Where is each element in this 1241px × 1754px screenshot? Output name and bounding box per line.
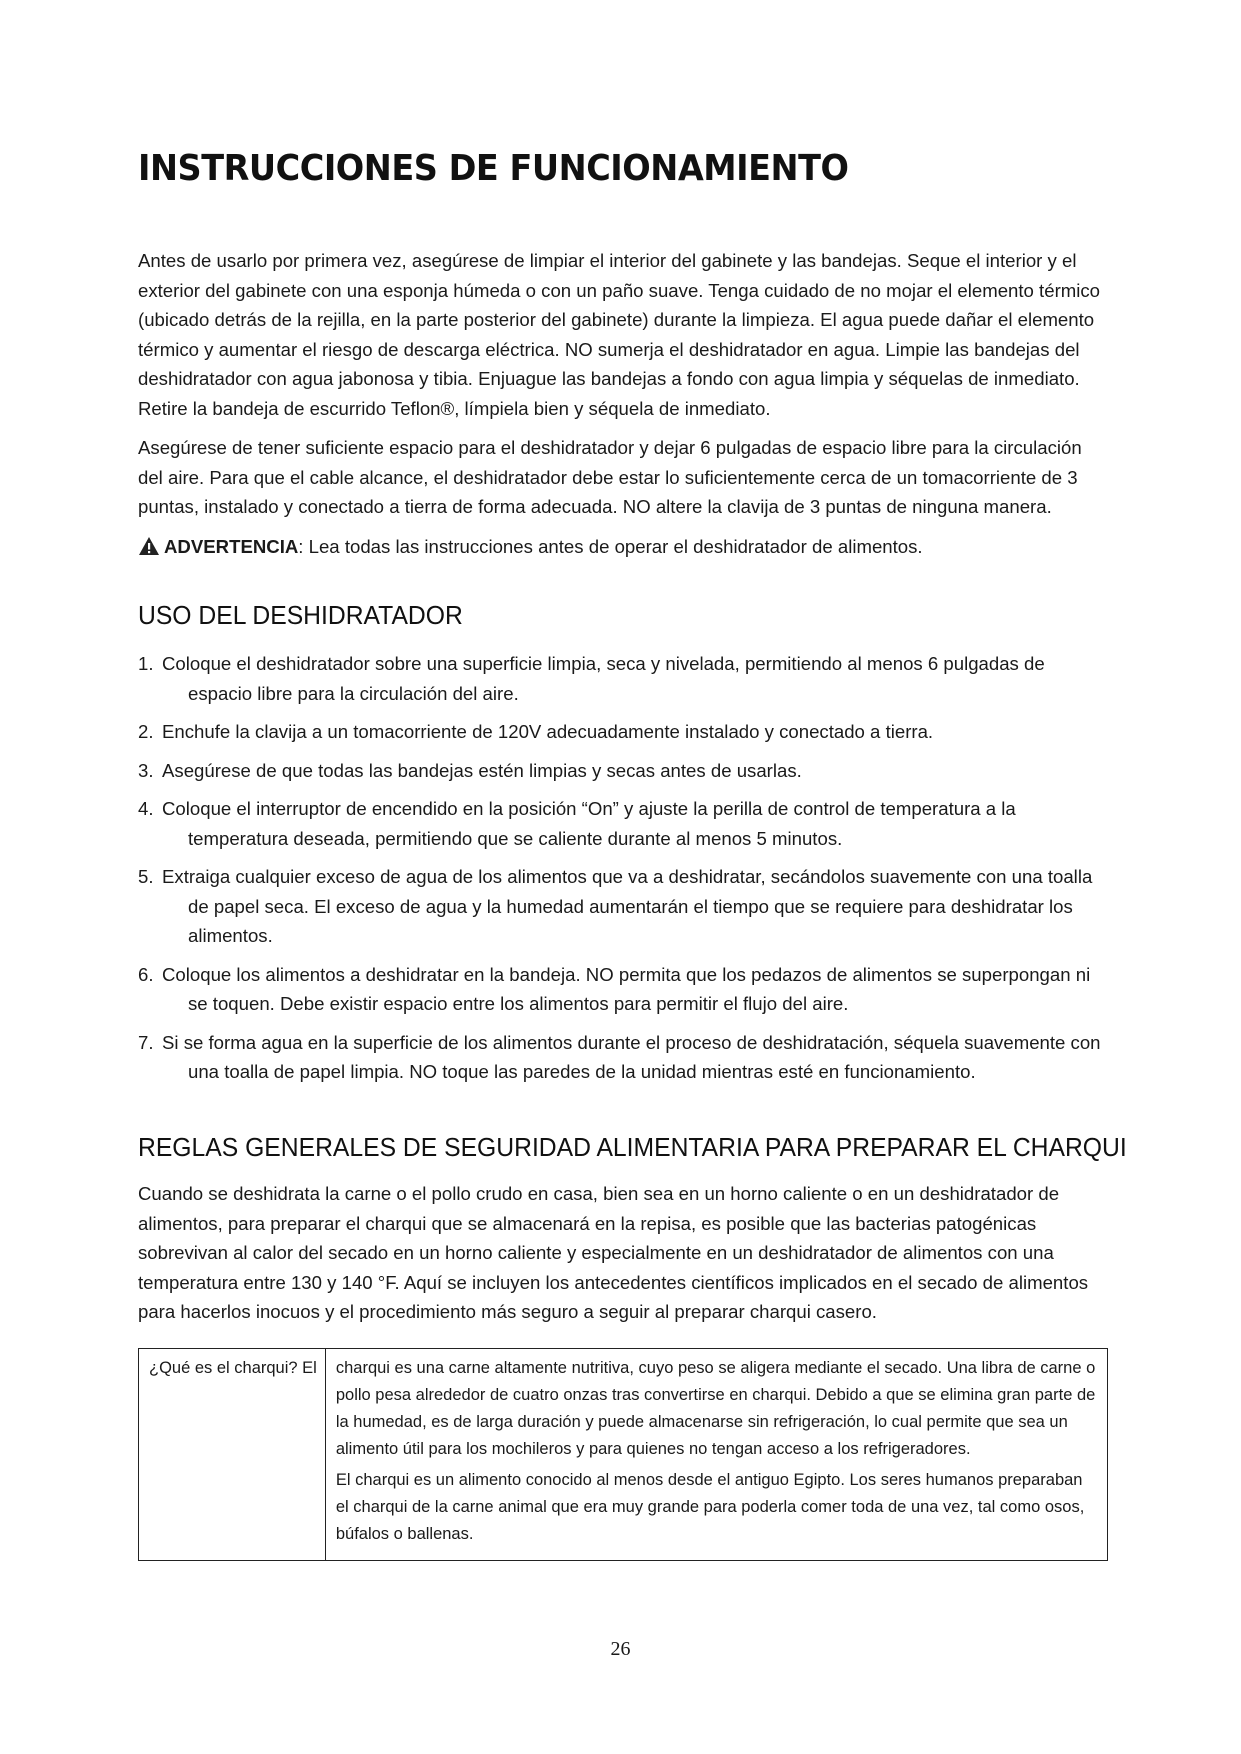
list-item [138, 1028, 1108, 1087]
reglas-paragraph: Cuando se deshidrata la carne o el pollo crudo en casa, bien sea en un horno caliente o en un deshidratador de alimentos, para preparar el charqui que se almacenará en la repisa, es posible que las bacterias patogénicas sobrevivan al calor del secado en un horno caliente y especialmente en un deshidratador de alimentos con una temperatura entre 130 y 140 °F. Aquí se incluyen los antecedentes científicos implicados en el secado de alimentos para hacerlos inocuos y el procedimiento más seguro a seguir al preparar charqui casero. [138, 1183, 1089, 1322]
warning-label: ADVERTENCIA [164, 535, 299, 557]
charqui-table [138, 1348, 1108, 1561]
uso-section [138, 600, 1108, 1096]
table-answer-paragraph-2: El charqui es un alimento conocido al menos desde el antiguo Egipto. Los seres humanos preparaban el charqui de la carne animal que era muy grande para poderla comer toda de una vez, tal como osos, búfalos o ballenas. [335, 1471, 1085, 1543]
list-item [138, 756, 1108, 786]
list-item [138, 862, 1108, 951]
step-number: 2. [138, 721, 154, 742]
step-number: 5. [138, 866, 154, 887]
page-title: INSTRUCCIONES DE FUNCIONAMIENTO [138, 148, 849, 189]
step-number: 6. [138, 963, 154, 985]
uso-heading: USO DEL DESHIDRATADOR [138, 600, 463, 630]
step-number: 3. [138, 759, 154, 781]
step-text: Coloque el interruptor de encendido en la posición “On” y ajuste la perilla de control de temperatura a la temperatura deseada, permitiendo que se caliente durante al menos 5 minutos. [162, 798, 1016, 849]
warning-triangle-icon [138, 536, 160, 556]
table-answer-cell [325, 1349, 1107, 1561]
reglas-section [138, 1132, 1127, 1337]
list-item [138, 649, 1108, 708]
step-text: Coloque el deshidratador sobre una superficie limpia, seca y nivelada, permitiendo al menos 6 pulgadas de espacio libre para la circulación del aire. [162, 653, 1045, 704]
step-number: 7. [138, 1031, 154, 1053]
table-row [139, 1349, 1108, 1561]
warning-text: : Lea todas las instrucciones antes de operar el deshidratador de alimentos. [298, 535, 923, 557]
steps-list [138, 649, 1108, 1087]
step-text: Si se forma agua en la superficie de los alimentos durante el proceso de deshidratación, séquela suavemente con una toalla de papel limpia. NO toque las paredes de la unidad mientras esté en funcionamiento. [162, 1031, 1101, 1082]
list-item [138, 794, 1108, 853]
warning-line [138, 532, 1108, 562]
intro-paragraph-1: Antes de usarlo por primera vez, asegúrese de limpiar el interior del gabinete y las bandejas. Seque el interior y el exterior del gabinete con una esponja húmeda o con un paño suave. Tenga cuidado de no mojar el elemento térmico (ubicado detrás de la rejilla, en la parte posterior del gabinete) durante la limpieza. El agua puede dañar el elemento térmico y aumentar el riesgo de descarga eléctrica. NO sumerja el deshidratador en agua. Limpie las bandejas del deshidratador con agua jabonosa y tibia. Enjuague las bandejas a fondo con agua limpia y séquelas de inmediato. Retire la bandeja de escurrido Teflon®, límpiela bien y séquela de inmediato. [138, 250, 1101, 419]
step-number: 4. [138, 798, 154, 819]
step-text: Coloque los alimentos a deshidratar en la bandeja. NO permita que los pedazos de alimentos se superpongan ni se toquen. Debe existir espacio entre los alimentos para permitir el flujo del aire. [162, 963, 1091, 1014]
page-number: 26 [610, 1638, 631, 1660]
intro-paragraph-2: Asegúrese de tener suficiente espacio para el deshidratador y dejar 6 pulgadas de espacio libre para la circulación del aire. Para que el cable alcance, el deshidratador debe estar lo suficientemente cerca de un tomacorriente de 3 puntas, instalado y conectado a tierra de forma adecuada. NO altere la clavija de 3 puntas de ninguna manera. [138, 437, 1082, 517]
reglas-heading: REGLAS GENERALES DE SEGURIDAD ALIMENTARIA PARA PREPARAR EL CHARQUI [138, 1132, 1127, 1162]
step-number: 1. [138, 653, 154, 674]
list-item [138, 960, 1108, 1019]
table-answer-paragraph-1: charqui es una carne altamente nutritiva, cuyo peso se aligera mediante el secado. Una libra de carne o pollo pesa alrededor de cuatro onzas tras convertirse en charqui. Debido a que se elimina gran parte de la humedad, es de larga duración y puede almacenarse sin refrigeración, lo cual permite que sea un alimento útil para los mochileros y para quienes no tengan acceso a los refrigeradores. [335, 1359, 1096, 1458]
intro-section [138, 246, 1108, 561]
table-question-cell: ¿Qué es el charqui? El [139, 1349, 326, 1561]
step-text: Asegúrese de que todas las bandejas estén limpias y secas antes de usarlas. [162, 759, 802, 781]
list-item [138, 717, 1108, 747]
step-text: Extraiga cualquier exceso de agua de los alimentos que va a deshidratar, secándolos suavemente con una toalla de papel seca. El exceso de agua y la humedad aumentarán el tiempo que se requiere para deshidratar los alimentos. [162, 866, 1093, 946]
step-text: Enchufe la clavija a un tomacorriente de 120V adecuadamente instalado y conectado a tierra. [162, 721, 934, 742]
